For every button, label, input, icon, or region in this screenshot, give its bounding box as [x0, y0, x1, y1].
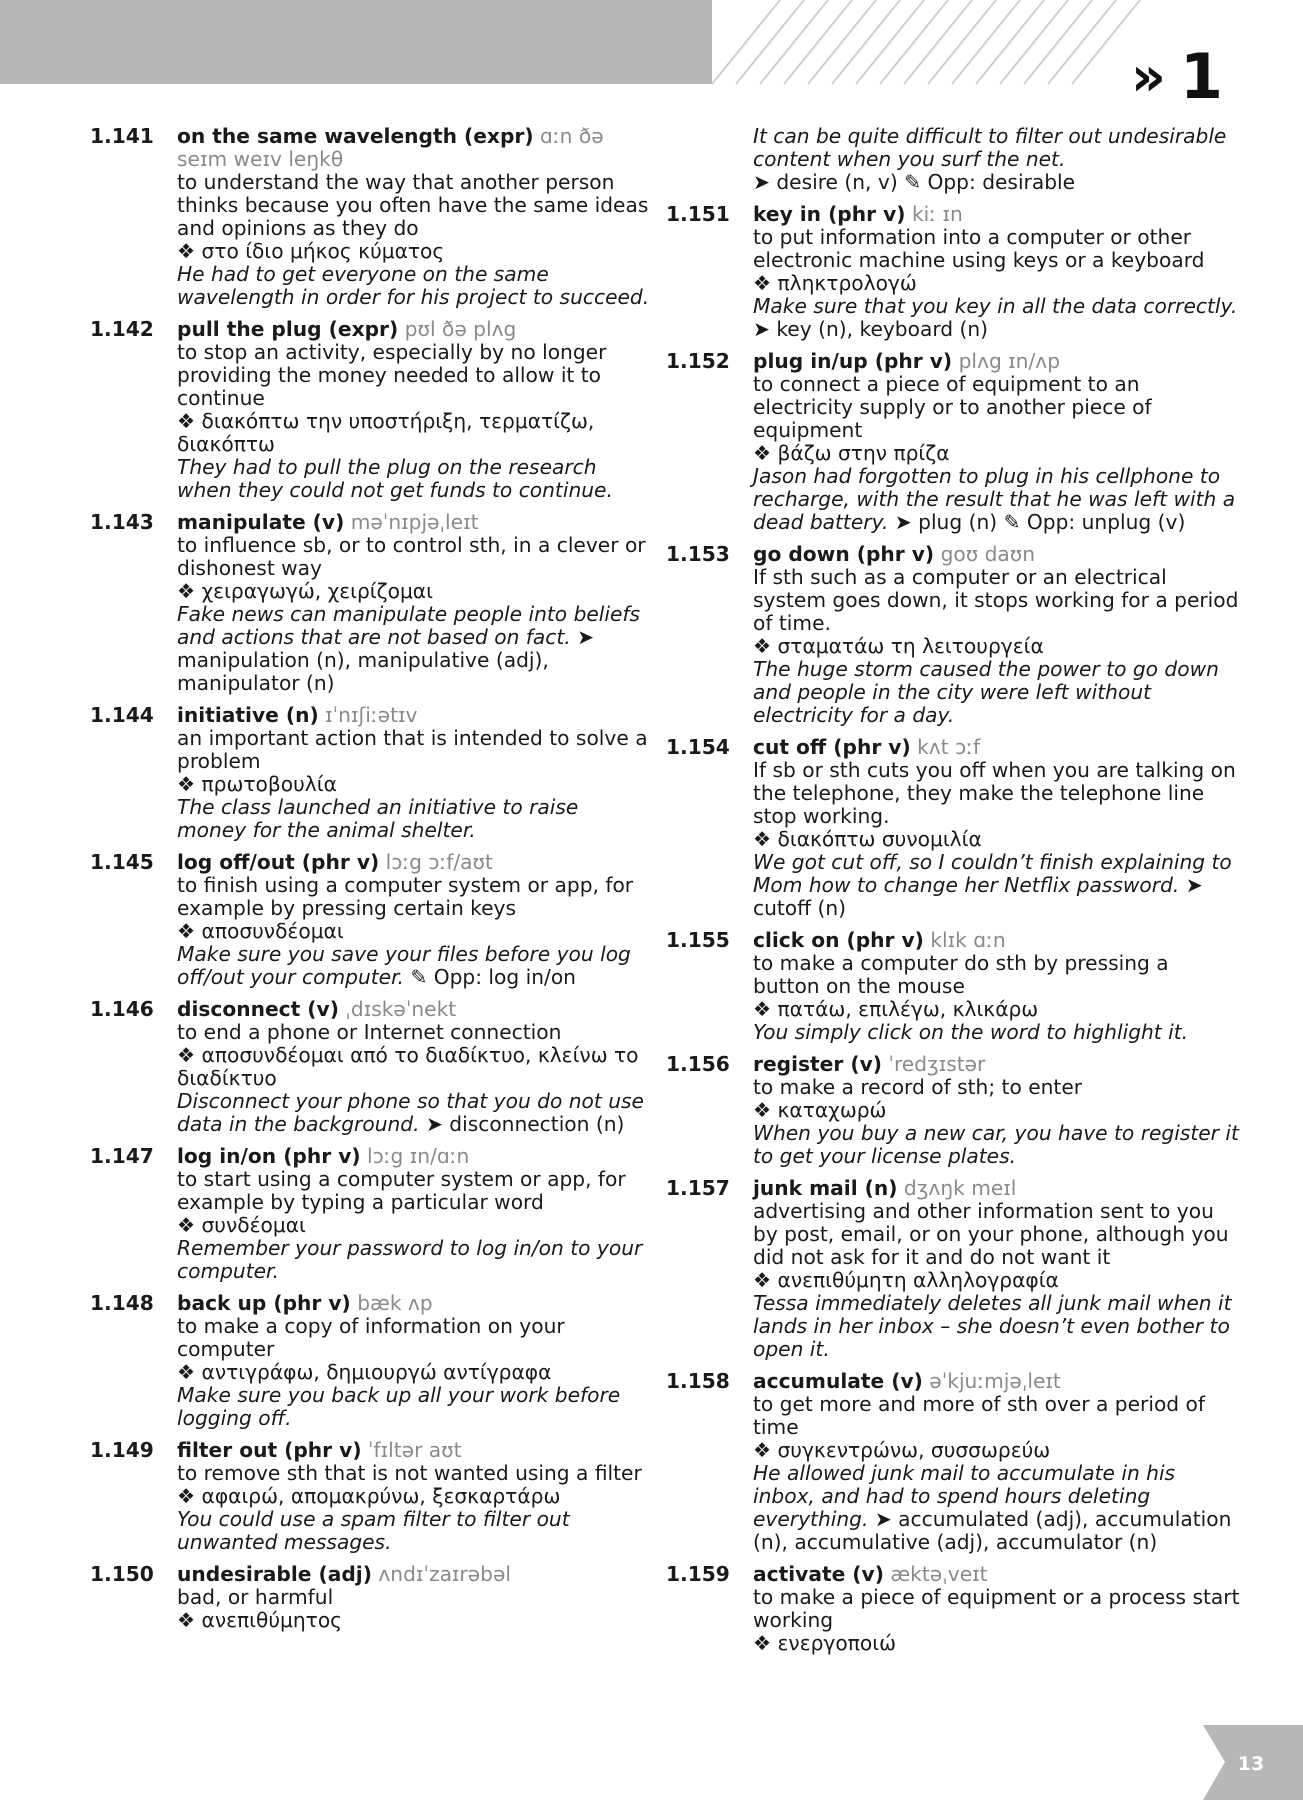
entry-translation: ❖ βάζω στην πρίζα: [753, 441, 950, 465]
entry-pronunciation: ʌndɪˈzaɪrəbəl: [378, 1562, 511, 1586]
entry-headword: initiative (n): [177, 703, 319, 727]
entry-translation: ❖ συνδέομαι: [177, 1213, 306, 1237]
entry-extra: ➤ key (n), keyboard (n): [753, 317, 989, 341]
entry-translation: ❖ διακόπτω συνομιλία: [753, 827, 982, 851]
entry-definition: advertising and other information sent to you by post, email, or on your phone, although you did not ask for it and do not want it: [753, 1199, 1229, 1269]
entry-definition: to get more and more of sth over a period of time: [753, 1392, 1205, 1439]
entry-pronunciation: klɪk ɑːn: [930, 928, 1006, 952]
entry-example: Make sure that you key in all the data correctly.: [753, 294, 1238, 318]
entry-definition: an important action that is intended to solve a problem: [177, 726, 648, 773]
dictionary-entry: [666, 1053, 1241, 1168]
entry-number: 1.154: [666, 735, 730, 759]
entry-number: 1.156: [666, 1052, 730, 1076]
chevron-icon: »: [1130, 45, 1156, 108]
entry-pronunciation: lɔːg ɔːf/aʊt: [385, 850, 493, 874]
entry-definition: to remove sth that is not wanted using a filter: [177, 1461, 642, 1485]
entry-example: You could use a spam filter to filter out unwanted messages.: [177, 1507, 570, 1554]
dictionary-entry: [90, 1439, 650, 1554]
entry-extra: ➤ manipulation (n), manipulative (adj), manipulator (n): [177, 625, 595, 695]
dictionary-entry: [666, 350, 1241, 534]
entry-pronunciation: plʌg ɪn/ʌp: [958, 349, 1061, 373]
dictionary-entry: [90, 318, 650, 502]
entry-number: 1.147: [90, 1144, 154, 1168]
entry-definition: to make a computer do sth by pressing a button on the mouse: [753, 951, 1169, 998]
dictionary-entry: [666, 543, 1241, 727]
entry-headword: filter out (phr v): [177, 1438, 362, 1462]
entry-number: 1.148: [90, 1291, 154, 1315]
dictionary-entry: [90, 704, 650, 842]
entry-number: 1.157: [666, 1176, 730, 1200]
entry-example: The huge storm caused the power to go down and people in the city were left without electricity for a day.: [753, 657, 1219, 727]
entry-translation: ❖ διακόπτω την υποστήριξη, τερματίζω, διακόπτω: [177, 409, 595, 456]
entry-definition: to start using a computer system or app, for example by typing a particular word: [177, 1167, 626, 1214]
header-stripes: [0, 0, 1303, 90]
entry-example: We got cut off, so I couldn’t finish explaining to Mom how to change her Netflix password.: [753, 850, 1232, 897]
dictionary-entry: [666, 1177, 1241, 1361]
entry-pronunciation: æktəˌveɪt: [890, 1562, 988, 1586]
entry-translation: ❖ ανεπιθύμητος: [177, 1608, 343, 1632]
entry-translation: ❖ αποσυνδέομαι από το διαδίκτυο, κλείνω το διαδίκτυο: [177, 1043, 639, 1090]
entry-definition: If sb or sth cuts you off when you are talking on the telephone, they make the telephone line stop working.: [753, 758, 1236, 828]
page-number-tab: [1203, 1725, 1303, 1800]
entry-definition: to understand the way that another person thinks because you often have the same ideas and opinions as they do: [177, 170, 649, 240]
entry-pronunciation: ɑːn ðə seɪm weɪv leŋkθ: [177, 124, 604, 171]
dictionary-entry: [90, 511, 650, 695]
entry-example: When you buy a new car, you have to register it to get your license plates.: [753, 1121, 1239, 1168]
entry-headword: click on (phr v): [753, 928, 924, 952]
entry-pronunciation: məˈnɪpjəˌleɪt: [350, 510, 479, 534]
page-number: 13: [1237, 1753, 1265, 1775]
entry-headword: go down (phr v): [753, 542, 935, 566]
entry-extra: ➤ cutoff (n): [753, 873, 1203, 920]
entry-number: 1.150: [90, 1562, 154, 1586]
entry-pronunciation: ˈredʒɪstər: [888, 1052, 986, 1076]
dictionary-entry: [666, 1563, 1241, 1655]
dictionary-entry: [90, 851, 650, 989]
entry-example: He had to get everyone on the same wavelength in order for his project to succeed.: [177, 262, 650, 309]
entry-pronunciation: kʌt ɔːf: [917, 735, 981, 759]
entry-number: 1.145: [90, 850, 154, 874]
entry-example: Remember your password to log in/on to your computer.: [177, 1236, 643, 1283]
entry-extra: ✎ Opp: log in/on: [410, 965, 576, 989]
entry-translation: ❖ σταματάω τη λειτουργεία: [753, 634, 1044, 658]
entry-pronunciation: ˌdɪskəˈnekt: [345, 997, 457, 1021]
entry-number: 1.141: [90, 124, 154, 148]
entry-number: 1.152: [666, 349, 730, 373]
entry-example: They had to pull the plug on the research when they could not get funds to continue.: [177, 455, 613, 502]
entry-example: He allowed junk mail to accumulate in his inbox, and had to spend hours deleting everything.: [753, 1461, 1176, 1531]
entry-number: 1.155: [666, 928, 730, 952]
entry-number: 1.143: [90, 510, 154, 534]
entry-extra: ➤ desire (n, v) ✎ Opp: desirable: [753, 170, 1076, 194]
entry-translation: ❖ καταχωρώ: [753, 1098, 887, 1122]
entry-number: 1.146: [90, 997, 154, 1021]
entry-example: You simply click on the word to highlight it.: [753, 1020, 1189, 1044]
entry-headword: on the same wavelength (expr): [177, 124, 534, 148]
entry-translation: ❖ ανεπιθύμητη αλληλογραφία: [753, 1268, 1059, 1292]
entry-translation: ❖ αντιγράφω, δημιουργώ αντίγραφα: [177, 1360, 552, 1384]
entry-example: Tessa immediately deletes all junk mail when it lands in her inbox – she doesn’t even bother to open it.: [753, 1291, 1232, 1361]
entry-translation: ❖ αποσυνδέομαι: [177, 919, 344, 943]
entry-headword: register (v): [753, 1052, 882, 1076]
entry-translation: ❖ πρωτοβουλία: [177, 772, 337, 796]
entry-definition: to put information into a computer or other electronic machine using keys or a keyboard: [753, 225, 1205, 272]
entry-example: The class launched an initiative to raise money for the animal shelter.: [177, 795, 579, 842]
chapter-number: 1: [1179, 40, 1223, 113]
dictionary-entry: [666, 203, 1241, 341]
dictionary-entry: [90, 1563, 650, 1632]
entry-extra: ➤ plug (n) ✎ Opp: unplug (v): [894, 510, 1186, 534]
entry-definition: to make a piece of equipment or a process start working: [753, 1585, 1240, 1632]
entry-headword: accumulate (v): [753, 1369, 923, 1393]
entry-definition: bad, or harmful: [177, 1585, 334, 1609]
entry-pronunciation: ˈfɪltər aʊt: [367, 1438, 462, 1462]
entry-definition: to end a phone or Internet connection: [177, 1020, 562, 1044]
entry-example: Jason had forgotten to plug in his cellphone to recharge, with the result that he was left with a dead battery.: [753, 464, 1236, 534]
entry-headword: manipulate (v): [177, 510, 345, 534]
entry-headword: plug in/up (phr v): [753, 349, 953, 373]
entry-headword: back up (phr v): [177, 1291, 351, 1315]
entry-headword: activate (v): [753, 1562, 884, 1586]
dictionary-entry: [666, 929, 1241, 1044]
dictionary-entry: [666, 736, 1241, 920]
entry-definition: to influence sb, or to control sth, in a clever or dishonest way: [177, 533, 646, 580]
entry-headword: cut off (phr v): [753, 735, 911, 759]
entry-example: Fake news can manipulate people into beliefs and actions that are not based on fact.: [177, 602, 641, 649]
entry-definition: to finish using a computer system or app, for example by pressing certain keys: [177, 873, 634, 920]
entry-translation: ❖ χειραγωγώ, χειρίζομαι: [177, 579, 433, 603]
dictionary-entry: [90, 1145, 650, 1283]
entry-definition: to connect a piece of equipment to an electricity supply or to another piece of equipment: [753, 372, 1152, 442]
entry-translation: ❖ αφαιρώ, απομακρύνω, ξεσκαρτάρω: [177, 1484, 561, 1508]
entry-translation: ❖ πατάω, επιλέγω, κλικάρω: [753, 997, 1039, 1021]
entry-example: Disconnect your phone so that you do not use data in the background.: [177, 1089, 644, 1136]
entry-headword: disconnect (v): [177, 997, 339, 1021]
entry-extra: ➤ accumulated (adj), accumulation (n), accumulative (adj), accumulator (n): [753, 1507, 1232, 1554]
entry-definition: to make a copy of information on your computer: [177, 1314, 565, 1361]
entry-number: 1.142: [90, 317, 154, 341]
entry-pronunciation: ɪˈnɪʃiːətɪv: [325, 703, 418, 727]
continued-entry: [666, 125, 1241, 194]
entry-example: Make sure you back up all your work before logging off.: [177, 1383, 621, 1430]
entry-pronunciation: bæk ʌp: [357, 1291, 433, 1315]
entry-headword: log in/on (phr v): [177, 1144, 361, 1168]
entry-pronunciation: kiː ɪn: [911, 202, 963, 226]
left-column: [90, 125, 650, 1641]
right-column: [666, 125, 1241, 1664]
entry-example: Make sure you save your files before you log off/out your computer.: [177, 942, 631, 989]
entry-number: 1.158: [666, 1369, 730, 1393]
entry-translation: ❖ πληκτρολογώ: [753, 271, 917, 295]
dictionary-entry: [666, 1370, 1241, 1554]
entry-headword: log off/out (phr v): [177, 850, 380, 874]
dictionary-entry: [90, 1292, 650, 1430]
entry-translation: ❖ στο ίδιο μήκος κύματος: [177, 239, 445, 263]
entry-definition: If sth such as a computer or an electrical system goes down, it stops working for a period of time.: [753, 565, 1239, 635]
chapter-marker: [1130, 40, 1223, 113]
entry-pronunciation: lɔːg ɪn/ɑːn: [367, 1144, 470, 1168]
entry-pronunciation: goʊ daʊn: [940, 542, 1036, 566]
entry-number: 1.144: [90, 703, 154, 727]
entry-headword: junk mail (n): [753, 1176, 898, 1200]
entry-pronunciation: pʊl ðə plʌg: [404, 317, 517, 341]
dictionary-entry: [90, 998, 650, 1136]
entry-number: 1.151: [666, 202, 730, 226]
entry-pronunciation: dʒʌŋk meɪl: [903, 1176, 1017, 1200]
entry-translation: ❖ συγκεντρώνω, συσσωρεύω: [753, 1438, 1051, 1462]
entry-number: 1.159: [666, 1562, 730, 1586]
entry-translation: ❖ ενεργοποιώ: [753, 1631, 896, 1655]
entry-pronunciation: əˈkjuːmjəˌleɪt: [929, 1369, 1061, 1393]
entry-definition: to stop an activity, especially by no longer providing the money needed to allow it to continue: [177, 340, 607, 410]
entry-extra: ➤ disconnection (n): [425, 1112, 625, 1136]
entry-definition: to make a record of sth; to enter: [753, 1075, 1083, 1099]
entry-headword: pull the plug (expr): [177, 317, 399, 341]
entry-example: It can be quite difficult to filter out undesirable content when you surf the net.: [753, 124, 1227, 171]
entry-number: 1.149: [90, 1438, 154, 1462]
entry-headword: undesirable (adj): [177, 1562, 372, 1586]
entry-number: 1.153: [666, 542, 730, 566]
entry-headword: key in (phr v): [753, 202, 906, 226]
dictionary-entry: [90, 125, 650, 309]
